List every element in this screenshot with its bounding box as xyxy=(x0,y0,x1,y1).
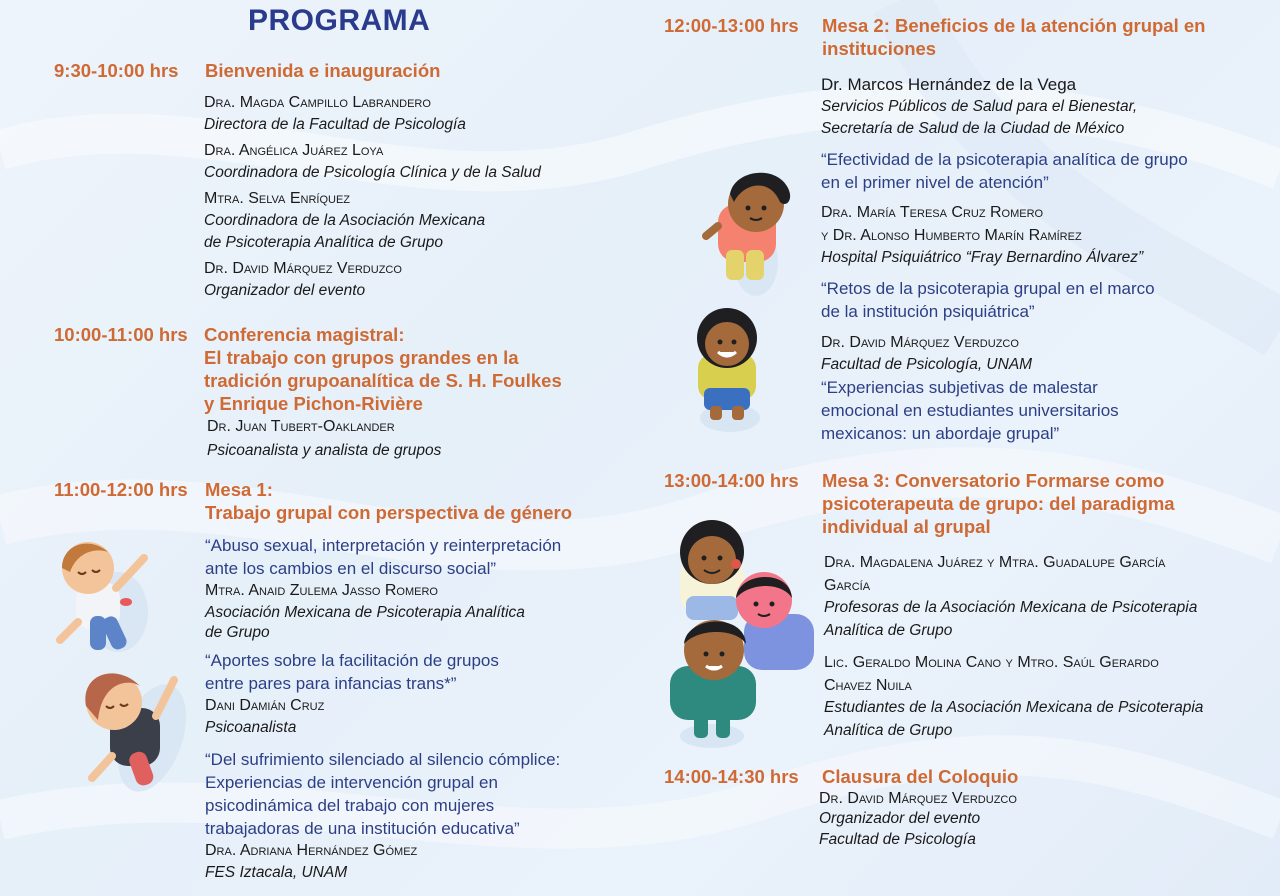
heading-line: y Enrique Pichon-Rivière xyxy=(204,393,423,414)
talk-title: psicodinámica del trabajo con mujeres xyxy=(205,796,495,815)
speaker-name: García xyxy=(824,577,871,594)
session-heading-closing: Clausura del Coloquio xyxy=(822,766,1019,787)
speaker-affiliation: Profesoras de la Asociación Mexicana de Psicoterapia xyxy=(824,599,1198,616)
speaker-affiliation: Asociación Mexicana de Psicoterapia Analítica xyxy=(205,604,525,621)
speaker-affiliation: Organizador del evento xyxy=(204,282,366,299)
speaker-name: Dani Damián Cruz xyxy=(205,697,325,714)
speaker-name: Mtra. Anaid Zulema Jasso Romero xyxy=(205,582,438,599)
mesa3-content xyxy=(824,552,1203,742)
girl-figure-curly-hair-illustration xyxy=(684,300,770,436)
child-figure-waving-illustration xyxy=(70,660,194,800)
heading-line: individual al grupal xyxy=(822,516,991,537)
speaker-name: Mtra. Selva Enríquez xyxy=(204,190,351,207)
heading-line: El trabajo con grupos grandes en la xyxy=(204,347,519,368)
mesa2-content xyxy=(821,74,1188,445)
speaker-affiliation: FES Iztacala, UNAM xyxy=(205,864,348,881)
boy-figure-curly-hair-illustration xyxy=(700,164,804,300)
speaker-affiliation: Servicios Públicos de Salud para el Bienestar, xyxy=(821,98,1138,115)
schedule-time-mesa2: 12:00-13:00 hrs xyxy=(664,15,799,36)
talk-title: mexicanos: un abordaje grupal” xyxy=(821,424,1060,443)
speaker-name: Dr. David Márquez Verduzco xyxy=(819,790,1017,807)
speaker-affiliation: Hospital Psiquiátrico “Fray Bernardino Álvarez” xyxy=(821,249,1144,266)
speaker-affiliation: Psicoanalista xyxy=(205,719,297,736)
page-title: PROGRAMA xyxy=(248,4,431,37)
speaker-affiliation: Estudiantes de la Asociación Mexicana de Psicoterapia xyxy=(824,699,1204,716)
speaker-affiliation: Coordinadora de Psicología Clínica y de la Salud xyxy=(204,164,541,181)
heading-line: Mesa 2: Beneficios de la atención grupal en xyxy=(822,15,1206,36)
schedule-time-keynote: 10:00-11:00 hrs xyxy=(54,324,188,345)
speaker-name: Dr. David Márquez Verduzco xyxy=(821,334,1019,351)
talk-title: ante los cambios en el discurso social” xyxy=(205,559,497,578)
speaker-affiliation: de Psicoterapia Analítica de Grupo xyxy=(204,234,443,251)
talk-title: entre pares para infancias trans*” xyxy=(205,674,457,693)
speaker-affiliation: Directora de la Facultad de Psicología xyxy=(204,116,466,133)
talk-title: de la institución psiquiátrica” xyxy=(821,302,1035,321)
keynote-speaker xyxy=(207,416,441,462)
talk-title: emocional en estudiantes universitarios xyxy=(821,401,1119,420)
mesa1-talk xyxy=(205,534,561,644)
speaker-name: Dr. Juan Tubert-Oaklander xyxy=(207,418,395,435)
speaker-name: y Dr. Alonso Humberto Marín Ramírez xyxy=(821,227,1082,244)
closing-speaker xyxy=(819,788,1017,851)
speaker-name: Chavez Nuila xyxy=(824,677,912,694)
speaker-name: Dra. Angélica Juárez Loya xyxy=(204,142,384,159)
child-figure-lying-illustration xyxy=(48,532,160,660)
talk-title: Experiencias de intervención grupal en xyxy=(205,773,498,792)
heading-line: Mesa 3: Conversatorio Formarse como xyxy=(822,470,1165,491)
mesa1-talk xyxy=(205,748,560,884)
schedule-time-mesa3: 13:00-14:00 hrs xyxy=(664,470,799,491)
group-of-three-figures-illustration xyxy=(664,516,820,752)
heading-line: psicoterapeuta de grupo: del paradigma xyxy=(822,493,1175,514)
schedule-time-mesa1: 11:00-12:00 hrs xyxy=(54,479,188,500)
speaker-affiliation: de Grupo xyxy=(205,624,270,641)
mesa1-talk xyxy=(205,649,499,739)
speaker-name: Dra. Magda Campillo Labrandero xyxy=(204,94,431,111)
talk-title: “Del sufrimiento silenciado al silencio cómplice: xyxy=(205,750,561,769)
talk-title: “Aportes sobre la facilitación de grupos xyxy=(205,651,499,670)
talk-title: “Retos de la psicoterapia grupal en el marco xyxy=(821,279,1155,298)
speaker-name: Lic. Geraldo Molina Cano y Mtro. Saúl Gerardo xyxy=(824,654,1159,671)
talk-title: “Experiencias subjetivas de malestar xyxy=(821,378,1098,397)
talk-title: “Efectividad de la psicoterapia analítica de grupo xyxy=(821,150,1188,169)
heading-line: Trabajo grupal con perspectiva de género xyxy=(205,502,573,523)
session-heading-mesa1 xyxy=(205,478,572,524)
speaker-name: Dra. Adriana Hernández Gómez xyxy=(205,842,418,859)
heading-line: instituciones xyxy=(822,38,937,59)
speaker-affiliation: Facultad de Psicología xyxy=(819,831,976,848)
welcome-speakers xyxy=(204,92,541,302)
speaker-name: Dra. Magdalena Juárez y Mtra. Guadalupe García xyxy=(824,554,1166,571)
speaker-affiliation: Analítica de Grupo xyxy=(824,722,953,739)
speaker-affiliation: Organizador del evento xyxy=(819,810,981,827)
speaker-name: Dr. Marcos Hernández de la Vega xyxy=(821,75,1077,94)
heading-line: Conferencia magistral: xyxy=(204,324,405,345)
speaker-affiliation: Analítica de Grupo xyxy=(824,622,953,639)
heading-line: Mesa 1: xyxy=(205,479,273,500)
speaker-name: Dr. David Márquez Verduzco xyxy=(204,260,402,277)
schedule-time-closing: 14:00-14:30 hrs xyxy=(664,766,799,787)
schedule-time-welcome: 9:30-10:00 hrs xyxy=(54,60,179,81)
session-heading-keynote xyxy=(204,323,562,415)
session-heading-mesa3 xyxy=(822,469,1175,538)
speaker-affiliation: Coordinadora de la Asociación Mexicana xyxy=(204,212,486,229)
talk-title: “Abuso sexual, interpretación y reinterpretación xyxy=(205,536,562,555)
speaker-affiliation: Secretaría de Salud de la Ciudad de México xyxy=(821,120,1125,137)
speaker-affiliation: Psicoanalista y analista de grupos xyxy=(207,442,442,459)
talk-title: en el primer nivel de atención” xyxy=(821,173,1049,192)
talk-title: trabajadoras de una institución educativa” xyxy=(205,819,520,838)
heading-line: tradición grupoanalítica de S. H. Foulkes xyxy=(204,370,562,391)
speaker-name: Dra. María Teresa Cruz Romero xyxy=(821,204,1044,221)
session-heading-mesa2 xyxy=(822,14,1205,60)
speaker-affiliation: Facultad de Psicología, UNAM xyxy=(821,356,1033,373)
session-heading-welcome: Bienvenida e inauguración xyxy=(205,60,441,81)
